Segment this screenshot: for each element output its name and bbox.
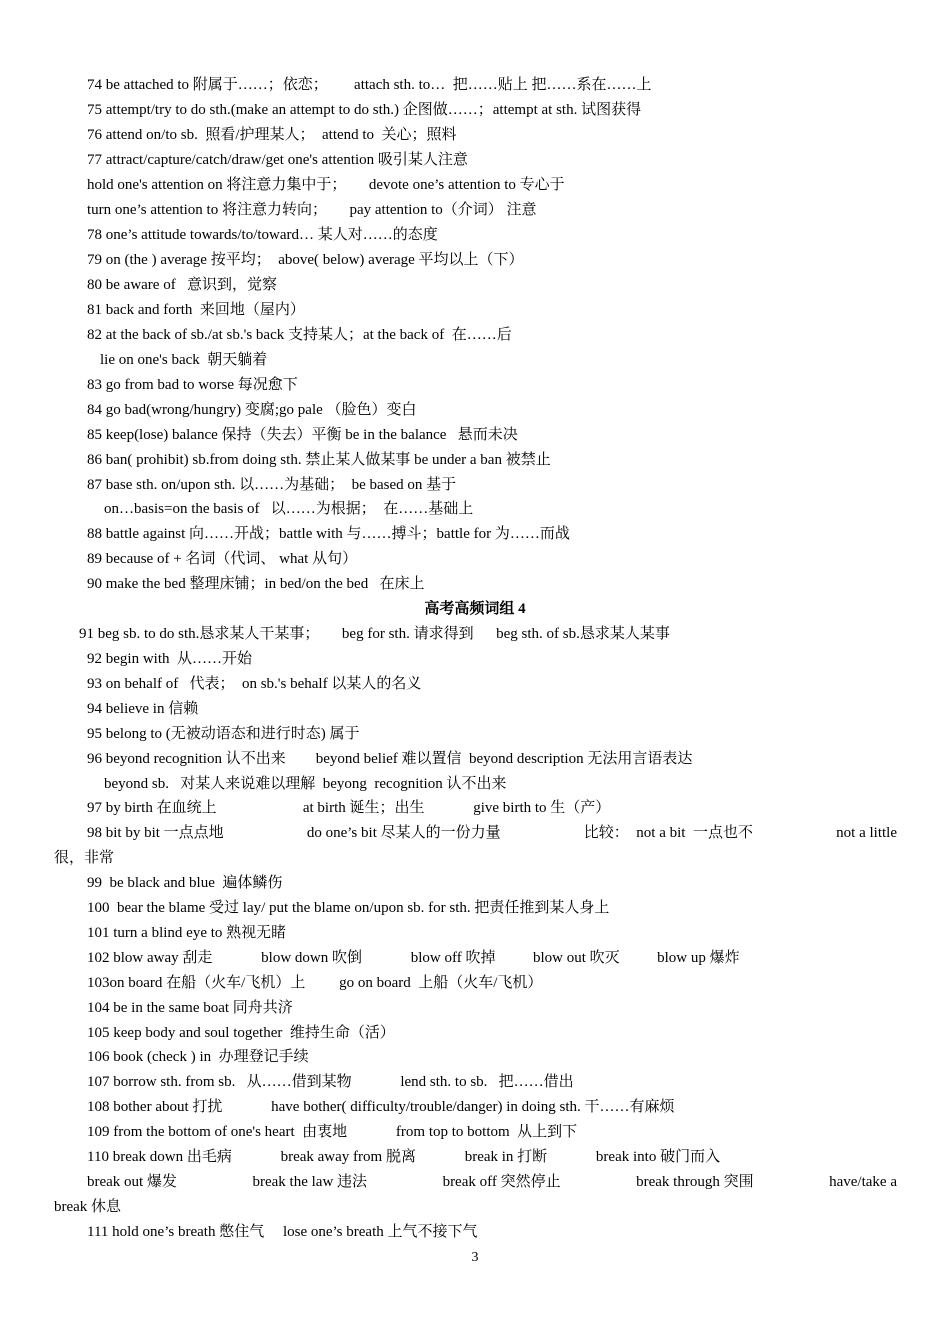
text-line: 81 back and forth 来回地（屋内）	[87, 302, 305, 318]
text-line: 87 base sth. on/upon sth. 以……为基础； be based on 基于	[87, 477, 457, 493]
text-line: 88 battle against 向……开战；battle with 与……搏斗；battle for 为……而战	[87, 526, 570, 542]
text-line: 90 make the bed 整理床铺；in bed/on the bed 在床上	[87, 576, 425, 592]
line-110b-part: break through 突围	[636, 1174, 754, 1190]
text-line: 99 be black and blue 遍体鳞伤	[87, 875, 283, 891]
text-line: 97 by birth 在血统上 at birth 诞生；出生 give birth to 生（产）	[87, 800, 611, 816]
line-98-part: 比较： not a bit 一点也不	[583, 825, 753, 841]
text-line: 83 go from bad to worse 每况愈下	[87, 377, 298, 393]
text-line: 109 from the bottom of one's heart 由衷地 from top to bottom 从上到下	[87, 1124, 578, 1140]
text-line-98	[87, 821, 897, 846]
text-line: beyond sb. 对某人来说难以理解 beyong recognition 认不出来	[104, 776, 507, 792]
text-line: 76 attend on/to sb. 照看/护理某人； attend to 关心；照料	[87, 127, 457, 143]
text-line: 91 beg sb. to do sth.恳求某人干某事； beg for sth. 请求得到 beg sth. of sb.恳求某人某事	[79, 626, 670, 642]
text-line: lie on one's back 朝天躺着	[100, 352, 268, 368]
text-line-110b-continued: break 休息	[54, 1199, 122, 1215]
text-line: 106 book (check ) in 办理登记手续	[87, 1049, 309, 1065]
text-line: 84 go bad(wrong/hungry) 变腐;go pale （脸色）变白	[87, 402, 417, 418]
text-line: 85 keep(lose) balance 保持（失去）平衡 be in the balance 悬而未决	[87, 427, 518, 443]
text-line: 111 hold one’s breath 憋住气 lose one’s breath 上气不接下气	[87, 1224, 478, 1240]
line-110b-part: break the law 违法	[252, 1174, 368, 1190]
text-line: 93 on behalf of 代表； on sb.'s behalf 以某人的名义	[87, 676, 422, 692]
text-line: 80 be aware of 意识到，觉察	[87, 277, 277, 293]
line-110b-part: break off 突然停止	[442, 1174, 561, 1190]
line-110b-part: break out 爆发	[87, 1174, 177, 1190]
text-line: 108 bother about 打扰 have bother( difficulty/trouble/danger) in doing sth. 干……有麻烦	[87, 1099, 675, 1115]
line-98-part: do one’s bit 尽某人的一份力量	[306, 825, 501, 841]
line-98-part: not a little	[836, 825, 897, 841]
text-line: 89 because of + 名词（代词、 what 从句）	[87, 551, 358, 567]
text-line: 110 break down 出毛病 break away from 脱离 break in 打断 break into 破门而入	[87, 1149, 721, 1165]
page-number: 3	[471, 1250, 479, 1265]
text-line: 82 at the back of sb./at sb.'s back 支持某人；at the back of 在……后	[87, 327, 512, 343]
text-line: 96 beyond recognition 认不出来 beyond belief 难以置信 beyond description 无法用言语表达	[87, 751, 693, 767]
text-line: 95 belong to (无被动语态和进行时态) 属于	[87, 726, 360, 742]
text-line: 100 bear the blame 受过 lay/ put the blame on/upon sb. for sth. 把责任推到某人身上	[87, 900, 610, 916]
text-line: 78 one’s attitude towards/to/toward… 某人对……的态度	[87, 227, 438, 243]
text-line: 79 on (the ) average 按平均； above( below) average 平均以上（下）	[87, 252, 524, 268]
text-line: 103on board 在船（火车/飞机）上 go on board 上船（火车/飞机）	[87, 975, 543, 991]
text-line: 101 turn a blind eye to 熟视无睹	[87, 925, 287, 941]
text-line: 107 borrow sth. from sb. 从……借到某物 lend sth. to sb. 把……借出	[87, 1074, 574, 1090]
text-line: 94 believe in 信赖	[87, 701, 199, 717]
text-line: 77 attract/capture/catch/draw/get one's attention 吸引某人注意	[87, 152, 468, 168]
line-98-part: 98 bit by bit 一点点地	[87, 825, 224, 841]
text-line: 105 keep body and soul together 维持生命（活）	[87, 1025, 395, 1041]
text-line-110b	[87, 1170, 897, 1195]
text-line: 102 blow away 刮走 blow down 吹倒 blow off 吹掉 blow out 吹灭 blow up 爆炸	[87, 950, 740, 966]
line-110b-part: have/take a	[829, 1174, 897, 1190]
text-line: 92 begin with 从……开始	[87, 651, 252, 667]
text-line: 75 attempt/try to do sth.(make an attempt to do sth.) 企图做……；attempt at sth. 试图获得	[87, 102, 642, 118]
text-line: 86 ban( prohibit) sb.from doing sth. 禁止某人做某事 be under a ban 被禁止	[87, 452, 551, 468]
text-line: 74 be attached to 附属于……；依恋； attach sth. to… 把……贴上 把……系在……上	[87, 77, 652, 93]
text-line: 104 be in the same boat 同舟共济	[87, 1000, 293, 1016]
text-line: on…basis=on the basis of 以……为根据； 在……基础上	[104, 501, 474, 517]
text-line: hold one's attention on 将注意力集中于； devote one’s attention to 专心于	[87, 177, 565, 193]
text-line: turn one’s attention to 将注意力转向； pay attention to（介词） 注意	[87, 202, 537, 218]
text-line-98-continued: 很，非常	[54, 850, 115, 866]
section-heading: 高考高频词组 4	[424, 601, 526, 617]
